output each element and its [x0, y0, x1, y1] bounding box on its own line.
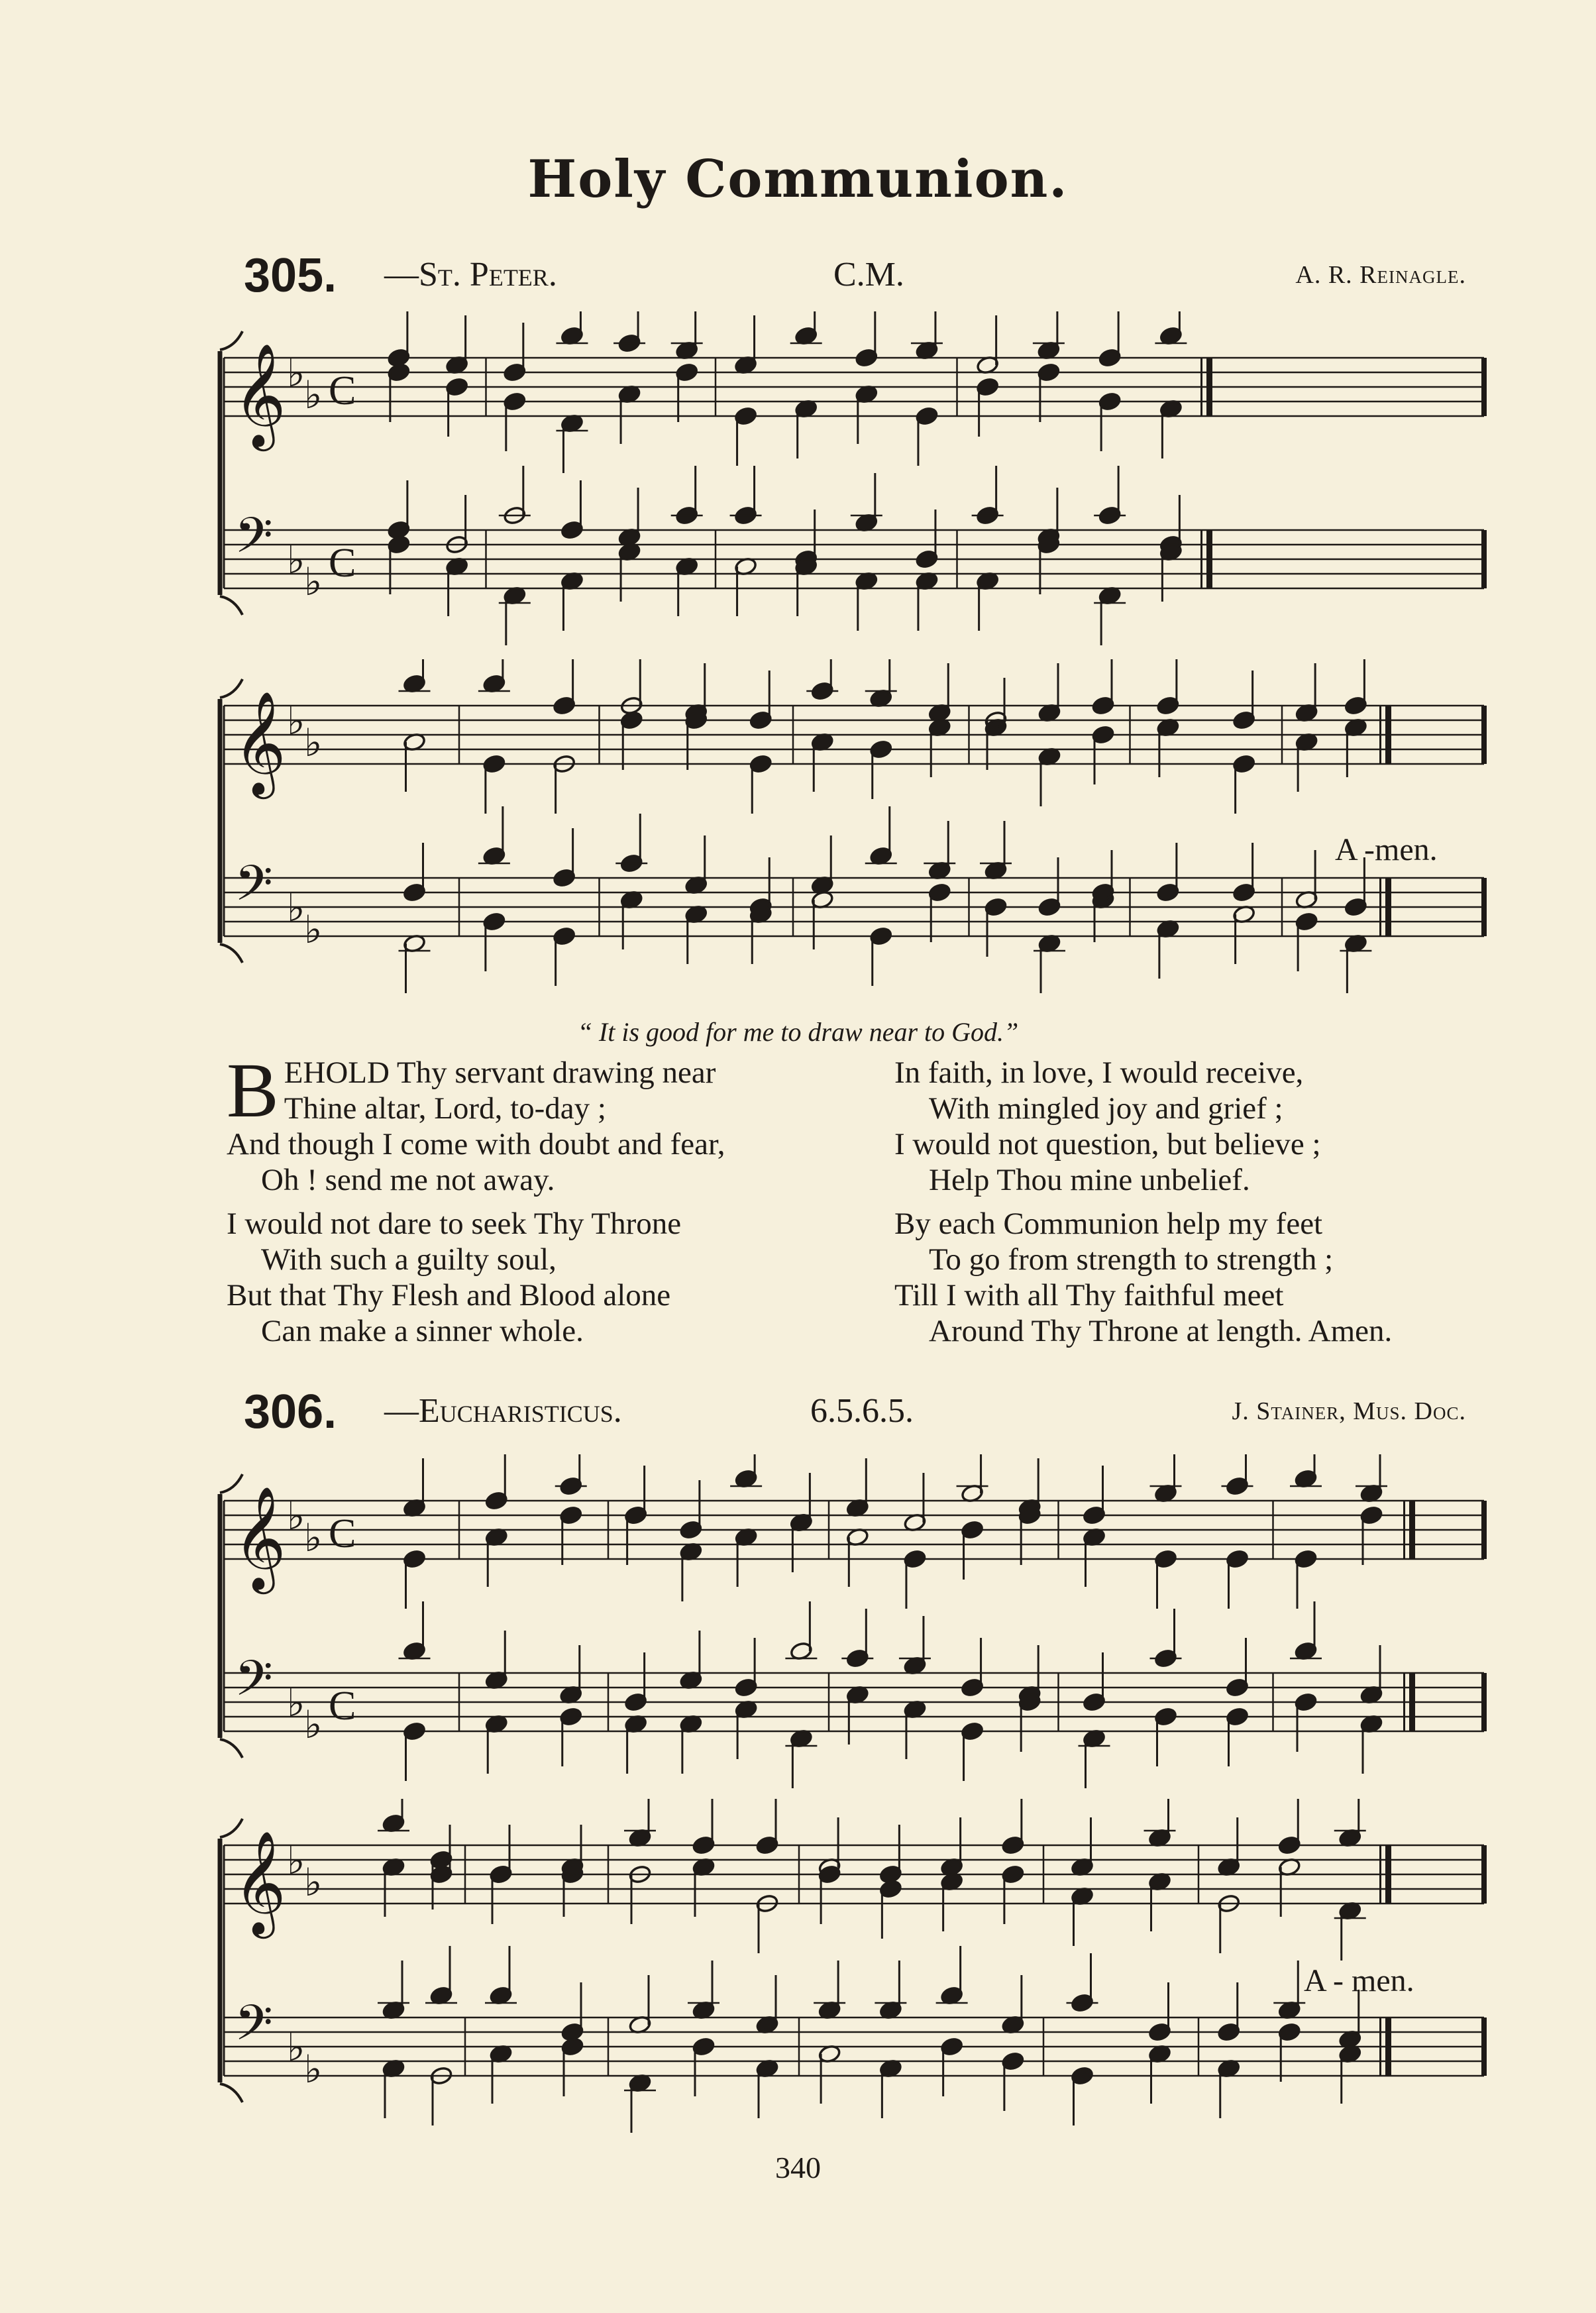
flat-icon: ♭: [287, 887, 305, 930]
treble-clef-icon: 𝄞: [233, 694, 286, 793]
flat-icon: ♭: [304, 374, 323, 417]
flat-icon: ♭: [287, 1682, 305, 1725]
verses-left-column: [227, 1047, 863, 1357]
hymn-305-header: [244, 248, 1466, 308]
common-time-icon: C: [329, 1511, 356, 1556]
flat-icon: ♭: [287, 1839, 305, 1882]
verse-line: EHOLD Thy servant drawing near: [284, 1055, 716, 1090]
hymn-number: 306.: [244, 1385, 337, 1438]
stanza-4: [894, 1206, 1491, 1349]
music-system-305-2: [211, 659, 1489, 997]
drop-cap: B: [227, 1047, 279, 1134]
treble-clef-icon: 𝄞: [233, 1834, 286, 1933]
common-time-icon: C: [329, 1684, 356, 1729]
flat-icon: ♭: [304, 561, 323, 604]
music-system-306-1: [211, 1454, 1489, 1792]
verse-line: Oh ! send me not away.: [261, 1163, 555, 1197]
verse-line: By each Communion help my feet: [894, 1207, 1323, 1241]
section-title: Holy Communion.: [527, 149, 1069, 209]
verse-line: Can make a sinner whole.: [261, 1314, 584, 1348]
flat-icon: ♭: [287, 700, 305, 743]
verse-line: To go from strength to strength ;: [929, 1242, 1334, 1277]
music-notation: [211, 311, 1489, 649]
bass-clef-icon: 𝄢: [235, 1997, 273, 2063]
verse-line: Help Thou mine unbelief.: [929, 1163, 1250, 1197]
flat-icon: ♭: [304, 908, 323, 951]
bass-clef-icon: 𝄢: [235, 1652, 273, 1718]
verse-line: In faith, in love, I would receive,: [894, 1055, 1304, 1090]
treble-clef-icon: 𝄞: [233, 347, 286, 445]
flat-icon: ♭: [304, 1703, 323, 1747]
epigraph: “ It is good for me to draw near to God.”: [577, 1017, 1019, 1047]
stanza-3: [894, 1055, 1491, 1198]
amen-label: A -men.: [1335, 832, 1438, 867]
verse-line: I would not dare to seek Thy Throne: [227, 1207, 682, 1241]
common-time-icon: C: [329, 368, 356, 413]
flat-icon: ♭: [287, 1495, 305, 1538]
common-time-icon: C: [329, 541, 356, 586]
music-notation: [211, 1454, 1489, 1792]
flat-icon: ♭: [287, 539, 305, 582]
verse-line: Thine altar, Lord, to-day ;: [284, 1091, 606, 1126]
bass-clef-icon: 𝄢: [235, 510, 273, 575]
meter: 6.5.6.5.: [810, 1392, 914, 1430]
music-system-305-1: [211, 311, 1489, 649]
verses-right-column: [894, 1055, 1491, 1357]
verse-line: I would not question, but believe ;: [894, 1127, 1321, 1161]
verse-line: Around Thy Throne at length. Amen.: [929, 1314, 1393, 1348]
verse-line: But that Thy Flesh and Blood alone: [227, 1278, 671, 1313]
bass-clef-icon: 𝄢: [235, 857, 273, 923]
tune-name: —St. Peter.: [384, 256, 557, 294]
flat-icon: ♭: [287, 352, 305, 395]
verse-line: With mingled joy and grief ;: [929, 1091, 1283, 1126]
flat-icon: ♭: [304, 1517, 323, 1560]
verse-line: Till I with all Thy faithful meet: [894, 1278, 1284, 1313]
music-notation: [211, 1799, 1489, 2137]
composer: A. R. Reinagle.: [1295, 261, 1466, 289]
verse-line: And though I come with doubt and fear,: [227, 1127, 725, 1161]
flat-icon: ♭: [304, 2048, 323, 2091]
music-system-306-2: [211, 1799, 1489, 2137]
flat-icon: ♭: [287, 2026, 305, 2069]
hymn-number: 305.: [244, 249, 337, 302]
tune-name: —Eucharisticus.: [384, 1392, 622, 1430]
flat-icon: ♭: [304, 722, 323, 765]
stanza-1: [227, 1047, 863, 1198]
hymn-306-header: [244, 1385, 1466, 1444]
page-number: 340: [775, 2151, 821, 2184]
flat-icon: ♭: [304, 1861, 323, 1904]
verse-line: With such a guilty soul,: [261, 1242, 557, 1277]
treble-clef-icon: 𝄞: [233, 1489, 286, 1588]
music-notation: [211, 659, 1489, 997]
amen-label: A - men.: [1304, 1963, 1414, 1998]
composer: J. Stainer, Mus. Doc.: [1232, 1397, 1466, 1425]
meter: C.M.: [833, 256, 904, 294]
stanza-2: [227, 1206, 863, 1349]
